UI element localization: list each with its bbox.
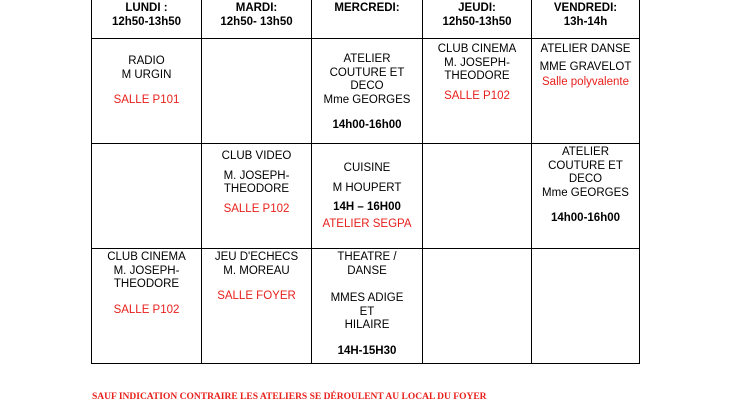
header-jeudi: JEUDI: 12h50-13h50 xyxy=(423,0,532,39)
schedule-row-2 xyxy=(92,144,640,249)
cell-mercredi-couture: ATELIER COUTURE ET DECO Mme GEORGES 14h00-16h00 xyxy=(312,39,423,144)
cell-jeudi-cinema: CLUB CINEMA M. JOSEPH- THEODORE SALLE P102 xyxy=(423,39,532,144)
time-label: 14h00-16h00 xyxy=(550,212,621,224)
room-label: ATELIER SEGPA xyxy=(322,217,412,230)
header-vendredi: VENDREDI: 13h-14h xyxy=(532,0,640,39)
room-label: SALLE P102 xyxy=(444,89,510,102)
header-mercredi: MERCREDI: xyxy=(312,0,423,39)
cell-mercredi-theatre: THEATRE / DANSE MMES ADIGE ET HILAIRE 14H-15H30 xyxy=(312,249,423,364)
cell-mardi-video: CLUB VIDEO M. JOSEPH- THEODORE SALLE P102 xyxy=(202,144,312,249)
cell-mardi-echecs: JEU D'ECHECS M. MOREAU SALLE FOYER xyxy=(202,249,312,364)
schedule-row-3 xyxy=(92,249,640,364)
cell-lundi-cinema: CLUB CINEMA M. JOSEPH- THEODORE SALLE P102 xyxy=(92,249,202,364)
cell-vendredi-empty xyxy=(532,249,640,364)
room-label: Salle polyvalente xyxy=(542,76,629,88)
time-label: 14H-15H30 xyxy=(337,344,397,357)
cell-vendredi-couture: ATELIER COUTURE ET DECO Mme GEORGES 14h00-16h00 xyxy=(532,144,640,249)
clubs-schedule-table xyxy=(91,0,640,364)
schedule-row-1 xyxy=(92,39,640,144)
header-lundi: LUNDI : 12h50-13h50 xyxy=(92,0,202,39)
cell-lundi-empty xyxy=(92,144,202,249)
time-label: 14H – 16H00 xyxy=(333,201,401,213)
cell-mardi-empty xyxy=(202,39,312,144)
cell-vendredi-danse: ATELIER DANSE MME GRAVELOT Salle polyvalente xyxy=(532,39,640,144)
cell-jeudi-empty xyxy=(423,249,532,364)
footer-note: SAUF INDICATION CONTRAIRE LES ATELIERS SE DÉROULENT AU LOCAL DU FOYER xyxy=(92,392,487,402)
room-label: SALLE P102 xyxy=(223,202,290,215)
cell-lundi-radio: RADIO M URGIN SALLE P101 xyxy=(92,39,202,144)
cell-jeudi-empty xyxy=(423,144,532,249)
header-mardi: MARDI: 12h50- 13h50 xyxy=(202,0,312,39)
header-row xyxy=(92,0,640,39)
room-label: SALLE P101 xyxy=(113,94,180,106)
time-label: 14h00-16h00 xyxy=(332,119,402,131)
room-label: SALLE P102 xyxy=(113,303,180,316)
room-label: SALLE FOYER xyxy=(217,290,296,302)
cell-mercredi-cuisine: CUISINE M HOUPERT 14H – 16H00 ATELIER SEGPA xyxy=(312,144,423,249)
